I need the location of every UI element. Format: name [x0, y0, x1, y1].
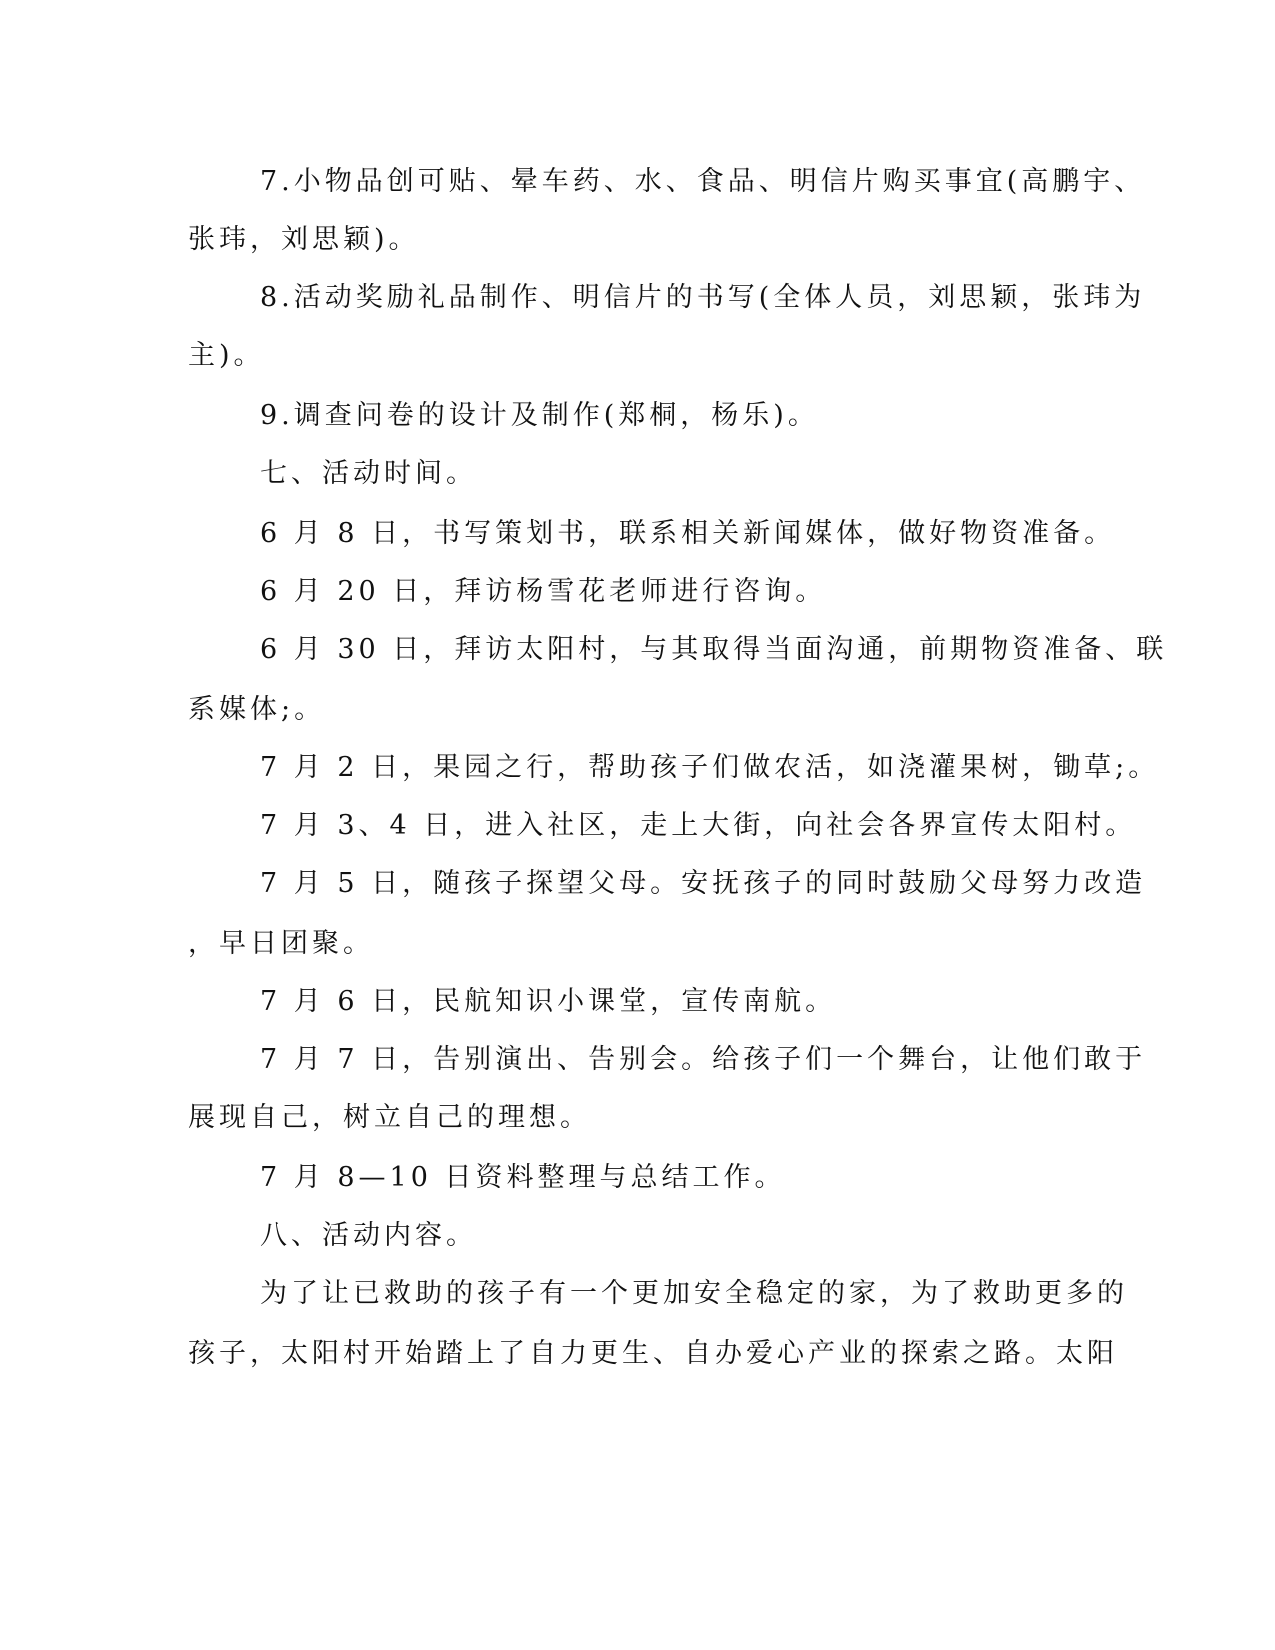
text-line: ，早日团聚。 [188, 928, 374, 959]
text-line: 6 月 8 日，书写策划书，联系相关新闻媒体，做好物资准备。 [260, 518, 1116, 549]
text-line: 7 月 7 日，告别演出、告别会。给孩子们一个舞台，让他们敢于 [260, 1044, 1147, 1075]
text-line: 张玮，刘思颖)。 [188, 224, 420, 255]
text-line: 9.调查问卷的设计及制作(郑桐，杨乐)。 [260, 400, 819, 431]
text-line: 7 月 2 日，果园之行，帮助孩子们做农活，如浇灌果树，锄草;。 [260, 752, 1160, 783]
text-line: 7 月 6 日，民航知识小课堂，宣传南航。 [260, 986, 837, 1017]
text-line: 7 月 5 日，随孩子探望父母。安抚孩子的同时鼓励父母努力改造 [260, 868, 1147, 899]
text-line: 7 月 3、4 日，进入社区，走上大街，向社会各界宣传太阳村。 [260, 810, 1137, 841]
section-heading: 七、活动时间。 [260, 458, 477, 489]
text-line: 主)。 [188, 340, 265, 371]
text-line: 8.活动奖励礼品制作、明信片的书写(全体人员，刘思颖，张玮为 [260, 282, 1146, 313]
text-line: 7 月 8—10 日资料整理与总结工作。 [260, 1162, 786, 1193]
text-line: 为了让已救助的孩子有一个更加安全稳定的家，为了救助更多的 [260, 1278, 1128, 1309]
section-heading: 八、活动内容。 [260, 1220, 477, 1251]
text-line: 孩子，太阳村开始踏上了自力更生、自办爱心产业的探索之路。太阳 [188, 1338, 1118, 1369]
text-line: 6 月 20 日，拜访杨雪花老师进行咨询。 [260, 576, 827, 607]
text-line: 6 月 30 日，拜访太阳村，与其取得当面沟通，前期物资准备、联 [260, 634, 1168, 665]
text-line: 7.小物品创可贴、晕车药、水、食品、明信片购买事宜(高鹏宇、 [260, 166, 1146, 197]
text-line: 展现自己，树立自己的理想。 [188, 1102, 591, 1133]
text-line: 系媒体;。 [188, 694, 326, 725]
